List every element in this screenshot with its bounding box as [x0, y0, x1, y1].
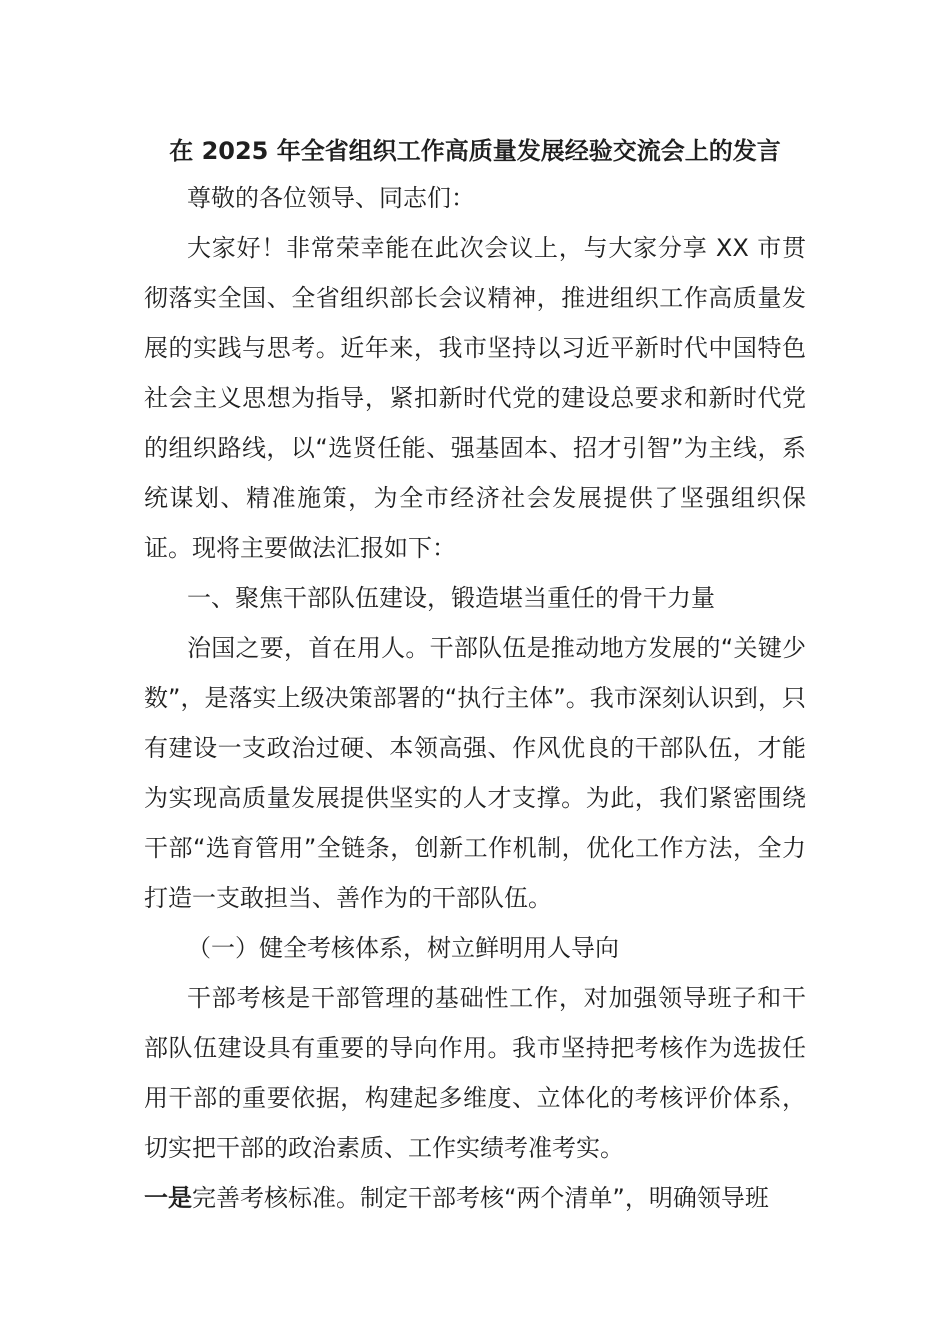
- salutation: 尊敬的各位领导、同志们：: [187, 184, 475, 212]
- document-title: 在 2025 年全省组织工作高质量发展经验交流会上的发言: [169, 137, 781, 165]
- section-paragraph: 治国之要，首在用人。干部队伍是推动地方发展的“关键少数”，是落实上级决策部署的“执行主体”。我市深刻认识到，只有建设一支政治过硬、本领高强、作风优良的干部队伍，才能为实现高质量发展提供坚实的人才支撑。为此，我们紧密围绕干部“选育管用”全链条，创新工作机制，优化工作方法，全力打造一支敢担当、善作为的干部队伍。: [144, 634, 806, 912]
- document-body: [144, 173, 806, 1223]
- subsection-paragraph-text: 干部考核是干部管理的基础性工作，对加强领导班子和干部队伍建设具有重要的导向作用。我市坚持把考核作为选拔任用干部的重要依据，构建起多维度、立体化的考核评价体系，切实把干部的政治素质、工作实绩考准考实。: [144, 984, 806, 1162]
- point-text: 完善考核标准。制定干部考核“两个清单”，明确领导班: [192, 1184, 769, 1212]
- point-lead: 一是: [144, 1184, 192, 1212]
- intro-paragraph: 大家好！非常荣幸能在此次会议上，与大家分享 XX 市贯彻落实全国、全省组织部长会议精神，推进组织工作高质量发展的实践与思考。近年来，我市坚持以习近平新时代中国特色社会主义思想为指导，紧扣新时代党的建设总要求和新时代党的组织路线，以“选贤任能、强基固本、招才引智”为主线，系统谋划、精准施策，为全市经济社会发展提供了坚强组织保证。现将主要做法汇报如下：: [144, 234, 806, 562]
- section-heading: 一、聚焦干部队伍建设，锻造堪当重任的骨干力量: [187, 584, 715, 612]
- subsection-heading: （一）健全考核体系，树立鲜明用人导向: [187, 934, 619, 962]
- subsection-paragraph: [144, 973, 806, 1223]
